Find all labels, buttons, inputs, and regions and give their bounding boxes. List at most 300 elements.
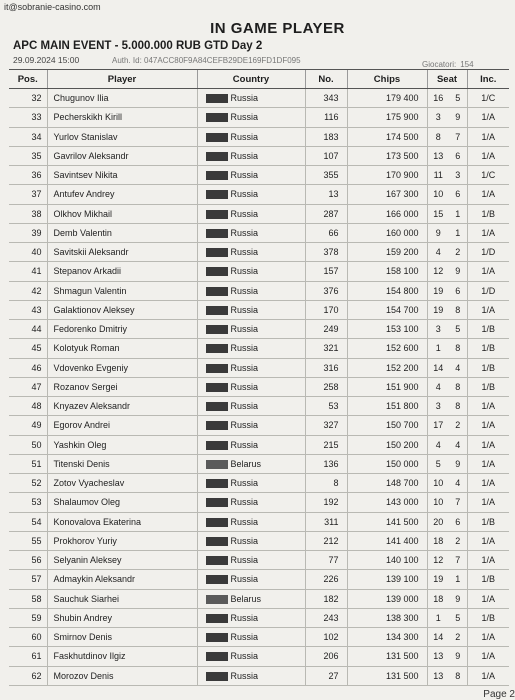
cell-no: 343 [305, 89, 347, 108]
cell-chips: 139 000 [347, 589, 427, 608]
casino-email: it@sobranie-casino.com [4, 2, 101, 12]
flag-icon [206, 152, 228, 161]
table-row [9, 570, 509, 589]
country-name: Russia [230, 381, 259, 392]
cell-chips: 151 800 [347, 397, 427, 416]
cell-inc: 1/A [467, 435, 509, 454]
flag-icon [206, 595, 228, 604]
players-count-label: Giocatori: [422, 60, 457, 69]
cell-inc: 1/A [467, 397, 509, 416]
cell-no: 102 [305, 628, 347, 647]
cell-chips: 141 500 [347, 512, 427, 531]
cell-no: 136 [305, 454, 347, 473]
cell-country [197, 377, 305, 396]
cell-pos: 59 [9, 608, 47, 627]
cell-pos: 33 [9, 108, 47, 127]
flag-icon [206, 633, 228, 642]
cell-table: 4 [427, 435, 449, 454]
country-name: Russia [230, 478, 259, 489]
country-name: Russia [230, 651, 259, 662]
table-row [9, 608, 509, 627]
cell-country [197, 108, 305, 127]
table-row [9, 281, 509, 300]
country-name: Belarus [230, 593, 262, 604]
table-row [9, 339, 509, 358]
cell-country [197, 146, 305, 165]
cell-player: Morozov Denis [47, 666, 197, 685]
cell-player: Pecherskikh Kirill [47, 108, 197, 127]
country-name: Russia [230, 439, 259, 450]
cell-country [197, 262, 305, 281]
col-header-seat: Seat [427, 70, 467, 89]
cell-player: Shmagun Valentin [47, 281, 197, 300]
cell-no: 212 [305, 531, 347, 550]
cell-chips: 170 900 [347, 166, 427, 185]
cell-seat: 6 [449, 512, 467, 531]
table-body [9, 89, 509, 686]
cell-seat: 8 [449, 300, 467, 319]
cell-player: Savintsev Nikita [47, 166, 197, 185]
cell-table: 19 [427, 281, 449, 300]
cell-player: Shubin Andrey [47, 608, 197, 627]
cell-no: 170 [305, 300, 347, 319]
flag-icon [206, 614, 228, 623]
cell-inc: 1/B [467, 512, 509, 531]
cell-pos: 49 [9, 416, 47, 435]
cell-player: Gavrilov Aleksandr [47, 146, 197, 165]
cell-country [197, 89, 305, 108]
flag-icon [206, 402, 228, 411]
cell-chips: 154 700 [347, 300, 427, 319]
cell-seat: 4 [449, 435, 467, 454]
cell-player: Fedorenko Dmitriy [47, 320, 197, 339]
table-row [9, 416, 509, 435]
cell-pos: 41 [9, 262, 47, 281]
cell-pos: 45 [9, 339, 47, 358]
table-row [9, 397, 509, 416]
cell-seat: 7 [449, 127, 467, 146]
cell-table: 9 [427, 223, 449, 242]
cell-table: 10 [427, 185, 449, 204]
cell-seat: 6 [449, 185, 467, 204]
cell-table: 17 [427, 416, 449, 435]
cell-pos: 35 [9, 146, 47, 165]
flag-icon [206, 441, 228, 450]
country-name: Russia [230, 324, 259, 335]
cell-chips: 152 600 [347, 339, 427, 358]
cell-seat: 5 [449, 320, 467, 339]
cell-pos: 38 [9, 204, 47, 223]
flag-icon [206, 479, 228, 488]
table-row [9, 127, 509, 146]
cell-seat: 9 [449, 262, 467, 281]
cell-seat: 8 [449, 397, 467, 416]
cell-table: 20 [427, 512, 449, 531]
cell-chips: 138 300 [347, 608, 427, 627]
flag-icon [206, 498, 228, 507]
cell-pos: 52 [9, 474, 47, 493]
cell-pos: 51 [9, 454, 47, 473]
cell-country [197, 300, 305, 319]
cell-seat: 1 [449, 204, 467, 223]
cell-player: Antufev Andrey [47, 185, 197, 204]
table-row [9, 474, 509, 493]
cell-table: 12 [427, 551, 449, 570]
flag-icon [206, 229, 228, 238]
cell-inc: 1/A [467, 666, 509, 685]
cell-inc: 1/A [467, 531, 509, 550]
page-title: IN GAME PLAYER [210, 20, 345, 37]
cell-country [197, 320, 305, 339]
cell-player: Chugunov Ilia [47, 89, 197, 108]
cell-seat: 5 [449, 89, 467, 108]
flag-icon [206, 248, 228, 257]
table-row [9, 243, 509, 262]
cell-seat: 9 [449, 647, 467, 666]
cell-seat: 7 [449, 493, 467, 512]
cell-inc: 1/A [467, 127, 509, 146]
cell-country [197, 589, 305, 608]
cell-table: 13 [427, 146, 449, 165]
cell-no: 8 [305, 474, 347, 493]
table-row [9, 204, 509, 223]
cell-no: 183 [305, 127, 347, 146]
country-name: Russia [230, 227, 259, 238]
auth-id: Auth. Id: 047ACC80F9A84CEFB29DE169FD1DF095 [112, 56, 301, 65]
cell-inc: 1/B [467, 204, 509, 223]
cell-table: 11 [427, 166, 449, 185]
flag-icon [206, 94, 228, 103]
cell-player: Yashkin Oleg [47, 435, 197, 454]
cell-table: 16 [427, 89, 449, 108]
table-row [9, 358, 509, 377]
cell-pos: 37 [9, 185, 47, 204]
cell-chips: 143 000 [347, 493, 427, 512]
cell-chips: 175 900 [347, 108, 427, 127]
country-name: Russia [230, 208, 259, 219]
cell-seat: 4 [449, 474, 467, 493]
cell-inc: 1/A [467, 454, 509, 473]
cell-pos: 47 [9, 377, 47, 396]
cell-country [197, 127, 305, 146]
cell-country [197, 358, 305, 377]
country-name: Russia [230, 150, 259, 161]
cell-chips: 158 100 [347, 262, 427, 281]
cell-table: 10 [427, 493, 449, 512]
cell-no: 206 [305, 647, 347, 666]
event-title: APC MAIN EVENT - 5.000.000 RUB GTD Day 2 [13, 40, 263, 52]
cell-country [197, 416, 305, 435]
cell-player: Olkhov Mikhail [47, 204, 197, 223]
cell-player: Kolotyuk Roman [47, 339, 197, 358]
country-name: Russia [230, 304, 259, 315]
cell-chips: 159 200 [347, 243, 427, 262]
cell-table: 5 [427, 454, 449, 473]
cell-country [197, 666, 305, 685]
cell-seat: 2 [449, 531, 467, 550]
cell-seat: 2 [449, 416, 467, 435]
cell-pos: 36 [9, 166, 47, 185]
flag-icon [206, 672, 228, 681]
flag-icon [206, 364, 228, 373]
table-row [9, 589, 509, 608]
flag-icon [206, 652, 228, 661]
cell-table: 1 [427, 608, 449, 627]
cell-inc: 1/B [467, 358, 509, 377]
event-date: 29.09.2024 15:00 [13, 55, 80, 65]
table-row [9, 108, 509, 127]
table-row [9, 454, 509, 473]
cell-seat: 9 [449, 589, 467, 608]
cell-inc: 1/A [467, 416, 509, 435]
cell-seat: 4 [449, 358, 467, 377]
cell-table: 18 [427, 531, 449, 550]
cell-inc: 1/D [467, 243, 509, 262]
flag-icon [206, 113, 228, 122]
cell-player: Selyanin Aleksey [47, 551, 197, 570]
cell-table: 13 [427, 647, 449, 666]
cell-country [197, 397, 305, 416]
cell-chips: 153 100 [347, 320, 427, 339]
cell-player: Prokhorov Yuriy [47, 531, 197, 550]
cell-chips: 150 200 [347, 435, 427, 454]
cell-player: Rozanov Sergei [47, 377, 197, 396]
cell-table: 1 [427, 339, 449, 358]
cell-inc: 1/A [467, 493, 509, 512]
cell-no: 53 [305, 397, 347, 416]
cell-inc: 1/A [467, 551, 509, 570]
cell-table: 19 [427, 570, 449, 589]
cell-seat: 8 [449, 666, 467, 685]
flag-icon [206, 306, 228, 315]
cell-pos: 34 [9, 127, 47, 146]
cell-country [197, 454, 305, 473]
table-row [9, 262, 509, 281]
cell-country [197, 512, 305, 531]
flag-icon [206, 325, 228, 334]
cell-table: 12 [427, 262, 449, 281]
cell-table: 3 [427, 320, 449, 339]
table-row [9, 493, 509, 512]
cell-no: 243 [305, 608, 347, 627]
cell-seat: 7 [449, 551, 467, 570]
cell-player: Savitskii Aleksandr [47, 243, 197, 262]
cell-chips: 131 500 [347, 647, 427, 666]
table-row [9, 185, 509, 204]
cell-player: Smirnov Denis [47, 628, 197, 647]
cell-no: 77 [305, 551, 347, 570]
cell-player: Vdovenko Evgeniy [47, 358, 197, 377]
cell-no: 376 [305, 281, 347, 300]
cell-seat: 8 [449, 339, 467, 358]
cell-no: 27 [305, 666, 347, 685]
cell-seat: 2 [449, 243, 467, 262]
cell-chips: 150 000 [347, 454, 427, 473]
col-header-inc: Inc. [467, 70, 509, 89]
cell-player: Shalaumov Oleg [47, 493, 197, 512]
cell-no: 311 [305, 512, 347, 531]
cell-chips: 150 700 [347, 416, 427, 435]
cell-table: 14 [427, 358, 449, 377]
cell-inc: 1/B [467, 570, 509, 589]
cell-pos: 46 [9, 358, 47, 377]
cell-no: 316 [305, 358, 347, 377]
cell-chips: 179 400 [347, 89, 427, 108]
cell-table: 8 [427, 127, 449, 146]
table-row [9, 300, 509, 319]
cell-table: 10 [427, 474, 449, 493]
flag-icon [206, 556, 228, 565]
cell-player: Yurlov Stanislav [47, 127, 197, 146]
table-row [9, 89, 509, 108]
cell-inc: 1/C [467, 89, 509, 108]
cell-chips: 131 500 [347, 666, 427, 685]
cell-inc: 1/A [467, 647, 509, 666]
country-name: Russia [230, 266, 259, 277]
cell-no: 378 [305, 243, 347, 262]
cell-country [197, 339, 305, 358]
table-row [9, 666, 509, 685]
cell-country [197, 493, 305, 512]
country-name: Russia [230, 362, 259, 373]
flag-icon [206, 287, 228, 296]
col-header-country: Country [197, 70, 305, 89]
cell-seat: 5 [449, 608, 467, 627]
cell-pos: 62 [9, 666, 47, 685]
cell-pos: 50 [9, 435, 47, 454]
table-header-row [9, 70, 509, 89]
cell-pos: 40 [9, 243, 47, 262]
cell-chips: 173 500 [347, 146, 427, 165]
cell-inc: 1/C [467, 166, 509, 185]
cell-chips: 166 000 [347, 204, 427, 223]
cell-inc: 1/A [467, 185, 509, 204]
cell-pos: 56 [9, 551, 47, 570]
cell-no: 258 [305, 377, 347, 396]
cell-no: 116 [305, 108, 347, 127]
country-name: Russia [230, 632, 259, 643]
cell-seat: 2 [449, 628, 467, 647]
country-name: Russia [230, 247, 259, 258]
cell-country [197, 570, 305, 589]
cell-player: Knyazev Aleksandr [47, 397, 197, 416]
cell-pos: 43 [9, 300, 47, 319]
cell-pos: 55 [9, 531, 47, 550]
cell-player: Titenski Denis [47, 454, 197, 473]
table-row [9, 435, 509, 454]
table-row [9, 512, 509, 531]
cell-seat: 8 [449, 377, 467, 396]
cell-pos: 42 [9, 281, 47, 300]
cell-country [197, 223, 305, 242]
table-row [9, 146, 509, 165]
cell-inc: 1/A [467, 146, 509, 165]
cell-pos: 44 [9, 320, 47, 339]
cell-country [197, 628, 305, 647]
country-name: Russia [230, 343, 259, 354]
cell-inc: 1/A [467, 223, 509, 242]
cell-pos: 39 [9, 223, 47, 242]
cell-chips: 151 900 [347, 377, 427, 396]
table-row [9, 377, 509, 396]
cell-no: 182 [305, 589, 347, 608]
country-name: Belarus [230, 458, 262, 469]
cell-chips: 148 700 [347, 474, 427, 493]
cell-chips: 160 000 [347, 223, 427, 242]
cell-inc: 1/B [467, 320, 509, 339]
cell-player: Egorov Andrei [47, 416, 197, 435]
players-table [9, 69, 509, 686]
table-row [9, 551, 509, 570]
cell-player: Konovalova Ekaterina [47, 512, 197, 531]
cell-player: Demb Valentin [47, 223, 197, 242]
cell-inc: 1/A [467, 474, 509, 493]
flag-icon [206, 575, 228, 584]
cell-table: 15 [427, 204, 449, 223]
cell-country [197, 608, 305, 627]
flag-icon [206, 267, 228, 276]
cell-seat: 1 [449, 223, 467, 242]
cell-table: 3 [427, 108, 449, 127]
cell-pos: 54 [9, 512, 47, 531]
players-count [422, 60, 474, 69]
col-header-no: No. [305, 70, 347, 89]
cell-no: 287 [305, 204, 347, 223]
cell-country [197, 474, 305, 493]
cell-chips: 139 100 [347, 570, 427, 589]
country-name: Russia [230, 112, 259, 123]
country-name: Russia [230, 420, 259, 431]
cell-inc: 1/B [467, 608, 509, 627]
cell-no: 157 [305, 262, 347, 281]
cell-chips: 134 300 [347, 628, 427, 647]
cell-player: Zotov Vyacheslav [47, 474, 197, 493]
cell-inc: 1/B [467, 377, 509, 396]
cell-no: 107 [305, 146, 347, 165]
cell-player: Faskhutdinov Ilgiz [47, 647, 197, 666]
cell-inc: 1/A [467, 300, 509, 319]
country-name: Russia [230, 170, 259, 181]
col-header-pos: Pos. [9, 70, 47, 89]
cell-chips: 167 300 [347, 185, 427, 204]
cell-country [197, 185, 305, 204]
flag-icon [206, 210, 228, 219]
flag-icon [206, 171, 228, 180]
table-row [9, 531, 509, 550]
table-row [9, 166, 509, 185]
cell-no: 321 [305, 339, 347, 358]
cell-table: 14 [427, 628, 449, 647]
col-header-player: Player [47, 70, 197, 89]
cell-table: 13 [427, 666, 449, 685]
flag-icon [206, 460, 228, 469]
cell-no: 249 [305, 320, 347, 339]
cell-pos: 58 [9, 589, 47, 608]
country-name: Russia [230, 285, 259, 296]
country-name: Russia [230, 189, 259, 200]
cell-table: 3 [427, 397, 449, 416]
cell-inc: 1/B [467, 339, 509, 358]
flag-icon [206, 421, 228, 430]
cell-seat: 6 [449, 281, 467, 300]
table-row [9, 628, 509, 647]
cell-country [197, 166, 305, 185]
cell-chips: 154 800 [347, 281, 427, 300]
cell-inc: 1/A [467, 589, 509, 608]
country-name: Russia [230, 497, 259, 508]
cell-country [197, 204, 305, 223]
flag-icon [206, 518, 228, 527]
